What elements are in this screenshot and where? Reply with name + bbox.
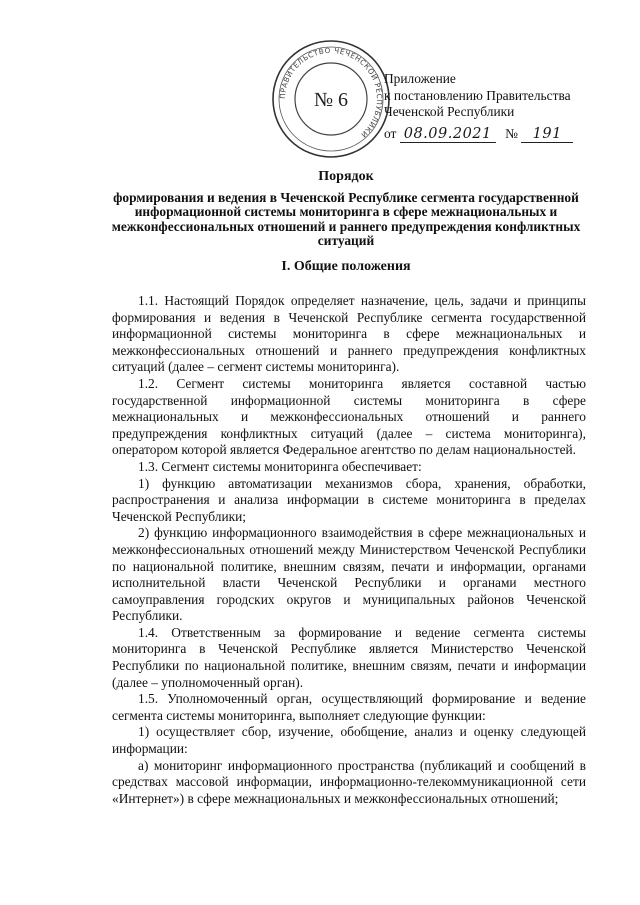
paragraph: 1.3. Сегмент системы мониторинга обеспечивает: bbox=[138, 458, 422, 474]
paragraph: 1.5. Уполномоченный орган, осуществляющий формирование и ведение сегмента системы мониторинга, выполняет следующие функции: bbox=[112, 691, 586, 723]
paragraph: 1) осуществляет сбор, изучение, обобщение, анализ и оценку следующей информации: bbox=[112, 724, 586, 757]
paragraph: а) мониторинг информационного пространства (публикаций и сообщений в средствах массовой информации, информационно-телекоммуникационной сети «Интернет») в сфере межнациональных и межконфессиональных отношений; bbox=[112, 757, 586, 806]
stamp-ring-text: ПРАВИТЕЛЬСТВО ЧЕЧЕНСКОЙ РЕСПУБЛИКИ bbox=[277, 45, 385, 140]
paragraph: 2) функцию информационного взаимодействия в сфере межнациональных и межконфессиональных отношений между Министерством Чеченской Республики по национальной политике, внешним связям, печати и информации, органами исполнительной власти Чеченской Республики и органами местного самоуправления городских округов и муниципальных районов Чеченской Республики. bbox=[112, 525, 586, 624]
handwritten-number: 191 bbox=[521, 126, 573, 144]
paragraph: 1) функцию автоматизации механизмов сбора, хранения, обработки, распространения и анализа информации в системе мониторинга в пределах Чеченской Республики; bbox=[112, 475, 586, 524]
document-title: Порядок bbox=[318, 169, 374, 184]
appendix-resolution-line: к постановлению Правительства bbox=[384, 87, 571, 103]
document-body bbox=[112, 293, 586, 807]
paragraph: 1.1. Настоящий Порядок определяет назначение, цель, задачи и принципы формирования и ведения в Чеченской Республике сегмента государственной информационной системы мониторинга в сфере межнациональных и межконфессиональных отношений и раннего предупреждения конфликтных ситуаций (далее – сегмент системы мониторинга). bbox=[112, 293, 586, 375]
official-stamp bbox=[270, 38, 392, 160]
handwritten-date: 08.09.2021 bbox=[400, 126, 496, 144]
date-prefix: от bbox=[384, 125, 397, 141]
stamp-number: № 6 bbox=[313, 89, 349, 111]
appendix-header bbox=[384, 71, 624, 143]
appendix-label: Приложение bbox=[384, 71, 456, 86]
title-block bbox=[96, 168, 596, 248]
appendix-date-line bbox=[384, 126, 624, 144]
section-heading: I. Общие положения bbox=[281, 259, 411, 274]
appendix-republic-line: Чеченской Республики bbox=[384, 104, 515, 119]
number-prefix: № bbox=[505, 125, 518, 141]
paragraph: 1.4. Ответственным за формирование и ведение сегмента системы мониторинга в Чеченской Республике является Министерство Чеченской Республики по национальной политике, внешним связям, печати и информации (далее – уполномоченный орган). bbox=[112, 624, 586, 690]
paragraph: 1.2. Сегмент системы мониторинга является составной частью государственной информационной системы мониторинга в сфере межнациональных и межконфессиональных отношений и раннего предупреждения конфликтных ситуаций (далее – система мониторинга), оператором которой является Федеральное агентство по делам национальностей. bbox=[112, 375, 586, 458]
document-subtitle: формирования и ведения в Чеченской Республике сегмента государственной информационной системы мониторинга в сфере межнациональных и межконфессиональных отношений и раннего предупреждения конфликтных ситуаций bbox=[111, 190, 581, 248]
